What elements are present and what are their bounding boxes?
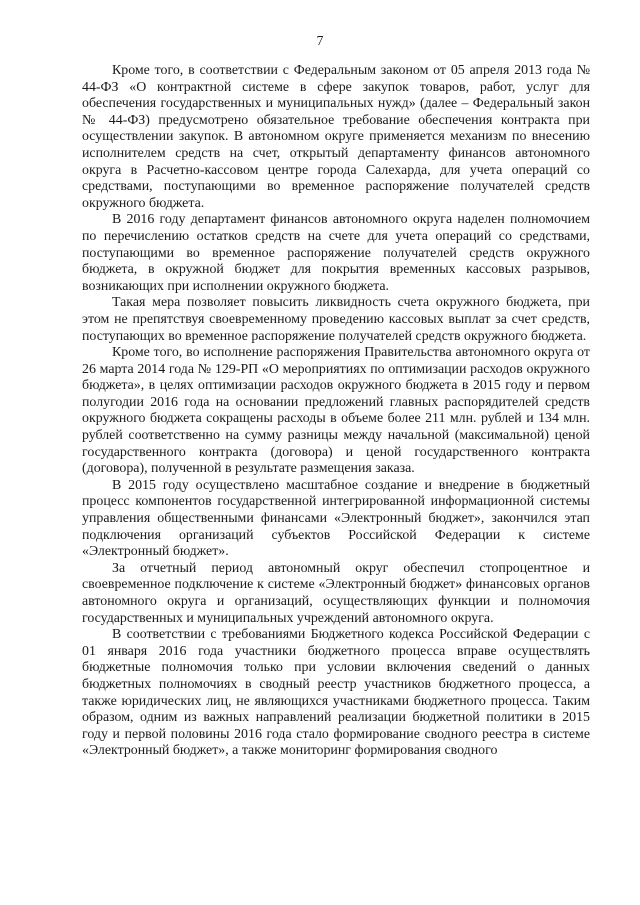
paragraph-consolidated-register: В соответствии с требованиями Бюджетного кодекса Российской Федерации с 01 января 2016 года участники бюджетного процесса вправе осуществлять бюджетные полномочия только при условии включения сведений о данных бюджетных полномочиях в сводный реестр участников бюджетного процесса, а также юридических лиц, не являющихся участниками бюджетного процесса. Таким образом, одним из важных направлений реализации бюджетной политики в 2015 году и первой половины 2016 года стало формирование сводного реестра в системе «Электронный бюджет», а также мониторинг формирования сводного	[82, 627, 590, 759]
paragraph-electronic-budget-2015: В 2015 году осуществлено масштабное создание и внедрение в бюджетный процесс компонентов государственной интегрированной информационной системы управления общественными финансами «Электронный бюджет», закончился этап подключения организаций субъектов Российской Федерации к системе «Электронный бюджет».	[82, 477, 590, 560]
paragraph-liquidity: Такая мера позволяет повысить ликвидность счета окружного бюджета, при этом не препятствуя своевременному проведению кассовых выплат за счет средств, поступающих во временное распоряжение получателей средств окружного бюджета.	[82, 295, 590, 344]
document-body	[82, 63, 590, 760]
paragraph-expense-optimization: Кроме того, во исполнение распоряжения Правительства автономного округа от 26 марта 2014 года № 129-РП «О мероприятиях по оптимизации расходов окружного бюджета», в целях оптимизации расходов окружного бюджета в 2015 году и первом полугодии 2016 года на основании предложений главных распорядителей средств окружного бюджета сокращены расходы в объеме более 211 млн. рублей и 134 млн. рублей соответственно на сумму разницы между начальной (максимальной) ценой государственного контракта (договора) и ценой государственного контракта (договора), полученной в результате размещения заказа.	[82, 345, 590, 477]
paragraph-contract-security: Кроме того, в соответствии с Федеральным законом от 05 апреля 2013 года № 44-ФЗ «О контрактной системе в сфере закупок товаров, работ, услуг для обеспечения государственных и муниципальных нужд» (далее – Федеральный закон № 44-ФЗ) предусмотрено обязательное требование обеспечения контракта при осуществлении закупок. В автономном округе применяется механизм по внесению исполнителем средств на счет, открытый департаменту финансов автономного округа в Расчетно-кассовом центре города Салехарда, для учета операций со средствами, поступающими во временное распоряжение получателей средств окружного бюджета.	[82, 63, 590, 211]
paragraph-connection: За отчетный период автономный округ обеспечил стопроцентное и своевременное подключение к системе «Электронный бюджет» финансовых органов автономного округа и организаций, осуществляющих функции и полномочия государственных и муниципальных учреждений автономного округа.	[82, 560, 590, 626]
page-number: 7	[316, 33, 324, 48]
paragraph-balance-transfer: В 2016 году департамент финансов автономного округа наделен полномочием по перечислению остатков средств на счете для учета операций со средствами, поступающими во временное распоряжение получателей средств окружного бюджета, в окружной бюджет для покрытия временных кассовых разрывов, возникающих при исполнении окружного бюджета.	[82, 212, 590, 294]
